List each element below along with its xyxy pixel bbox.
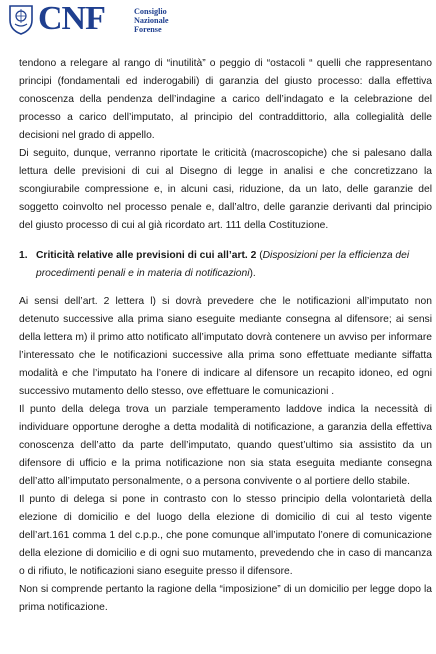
paragraph-3: Ai sensi dell’art. 2 lettera l) si dovrà prevedere che le notificazioni all’imputato non detenuto successive alla prima siano eseguite mediante consegna al difensore; ai sensi della lettera m) il primo atto notificato all’imputato dovrà contenere un avviso per informare l’interessato che le notificazioni successive alla prima sono effettuate mediante siffatta modalità e che l’imputato ha l’onere di indicare al difensore un recapito idoneo, ed ogni successivo mutamento dello stesso, ove effettuare le comunicazioni .: [19, 296, 432, 397]
paragraph-1: tendono a relegare al rango di “inutilità” o peggio di “ostacoli “ quelli che rappresentano principi (fondamentali ed inderogabili) di garanzia del giusto processo: dalla effettiva conoscenza della pendenza dell’indagine a carico dell’indagato e la celebrazione del processo a carico dell’imputato, al principio del contraddittorio, alla collegialità delle decisioni nel grado di appello.: [19, 58, 432, 141]
section-number: 1.: [19, 250, 28, 261]
logo-subtitle-line: Consiglio: [134, 7, 167, 16]
paragraph-5: Il punto di delega si pone in contrasto con lo stesso principio della volontarietà della elezione di domicilio e del luogo della elezione di domicilio di cui al testo vigente dell’art.161 comma 1 del c.p.p., che pone comunque all’imputato l’onere di comunicazione della elezione di domicilio e di ogni suo mutamento, prevedendo che in caso di mancanza o di rifiuto, le notificazioni siano eseguite presso il difensore.: [19, 494, 432, 577]
section-title-close: ).: [249, 268, 256, 279]
logo-text: CNF: [38, 0, 105, 37]
section-title-paren: (: [256, 250, 263, 261]
emblem-icon: [6, 3, 36, 35]
section-title-bold: Criticità relative alle previsioni di cui all’art. 2: [36, 250, 257, 261]
logo-subtitle: [134, 7, 169, 34]
document-body: [19, 55, 432, 617]
logo-subtitle-line: Nazionale: [134, 16, 169, 25]
section-title: [36, 247, 432, 283]
section-heading: [19, 247, 432, 283]
paragraph-6: Non si comprende pertanto la ragione della “imposizione” di un domicilio per legge dopo la prima notificazione.: [19, 584, 432, 613]
paragraph-2: Di seguito, dunque, verranno riportate le criticità (macroscopiche) che si palesano dalla lettura delle previsioni di cui al Disegno di legge in analisi e che concretizzano la scongiurabile compressione e, in alcuni casi, riduzione, da un lato, delle garanzie del soggetto coinvolto nel processo penale e, dall’altro, delle garanzie derivanti dal principio del giusto processo di cui al già ricordato art. 111 della Costituzione.: [19, 148, 432, 231]
section-title-italic: Disposizioni per la efficienza dei procedimenti penali e in materia di notificazioni: [36, 250, 410, 279]
logo-subtitle-line: Forense: [134, 25, 162, 34]
page-header: [6, 0, 206, 37]
paragraph-4: Il punto della delega trova un parziale temperamento laddove indica la necessità di individuare opportune deroghe a detta modalità di notificazione, a garanzia della effettiva conoscenza dell’atto da parte dell’imputato, quando quest’ultimo sia assistito da un difensore di ufficio e la prima notificazione non sia stata eseguita mediante consegna dell’atto all’imputato personalmente, o a persona convivente o al portiere dello stabile.: [19, 404, 432, 487]
